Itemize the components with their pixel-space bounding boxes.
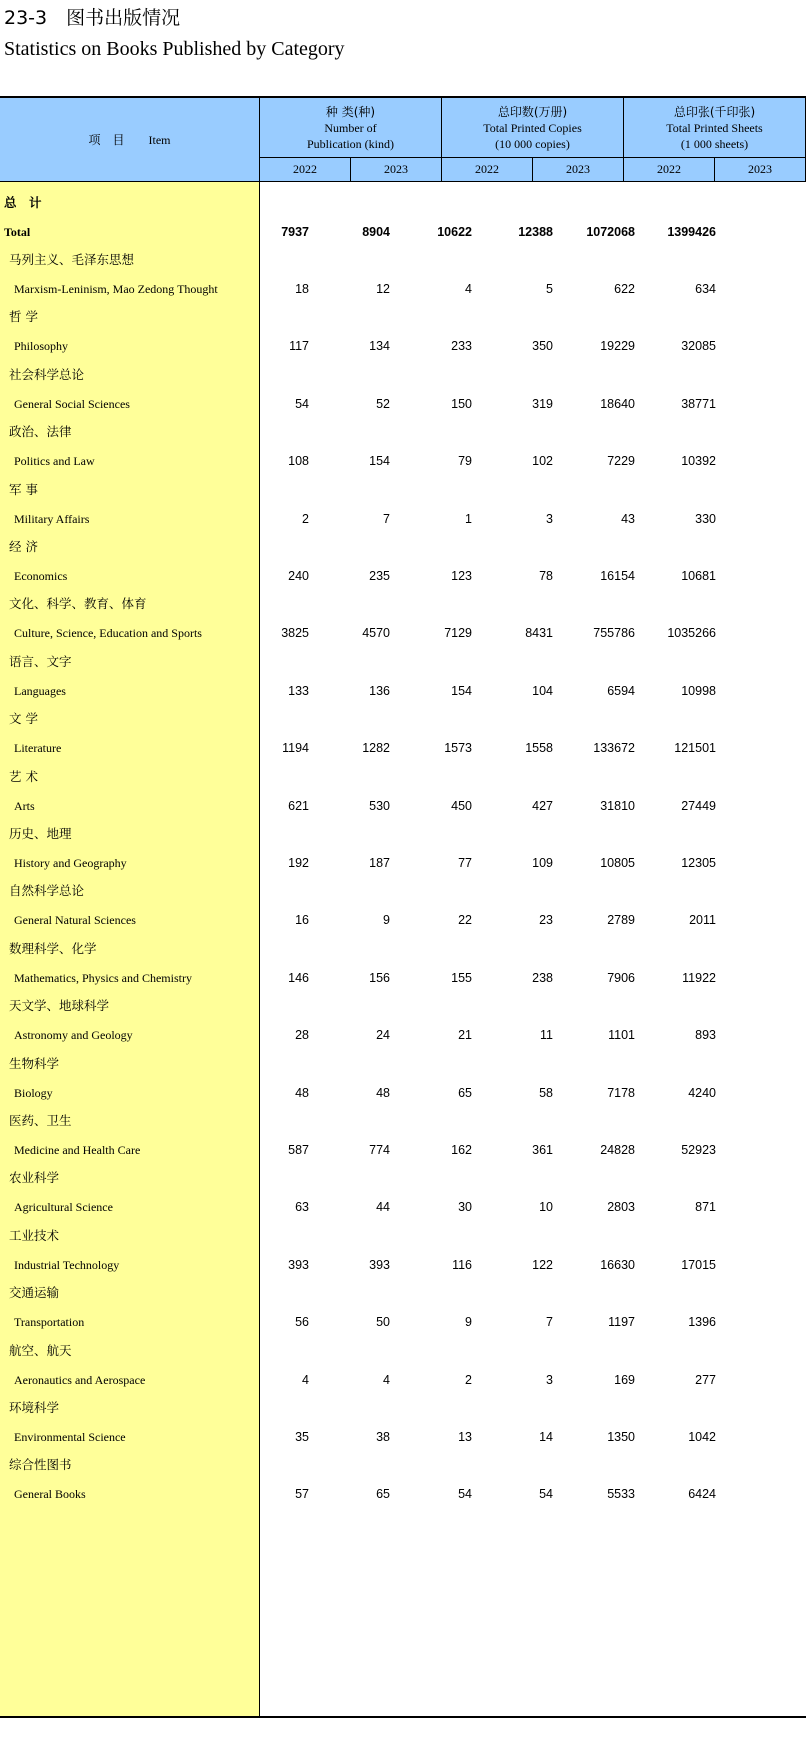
table-cell: 116	[452, 1257, 472, 1272]
table-cell: 233	[451, 339, 472, 354]
table-cell: 893	[695, 1028, 716, 1043]
table-cell: 7	[546, 1315, 553, 1330]
category-cn-row	[0, 1397, 806, 1419]
category-cn-row	[0, 306, 806, 328]
table-cell: 12388	[518, 225, 553, 239]
table-row	[0, 508, 806, 530]
table-cell: 330	[695, 511, 716, 526]
table-cell: 774	[369, 1143, 390, 1157]
header-group-publications	[260, 98, 442, 158]
category-label-cn: 工业技术	[9, 1227, 60, 1243]
header-year: 2022	[442, 158, 533, 182]
category-label-cn: 经 济	[9, 539, 38, 554]
category-label-cn: 政治、法律	[9, 424, 72, 440]
table-cell: 530	[369, 798, 390, 813]
category-label-cn: 天文学、地球科学	[9, 998, 110, 1014]
table-row	[0, 795, 806, 817]
table-cell: 122	[532, 1257, 553, 1272]
category-label-en: General Social Sciences	[14, 396, 130, 411]
table-row	[0, 1254, 806, 1276]
table-cell: 393	[288, 1257, 309, 1272]
table-cell: 11922	[682, 970, 716, 985]
category-label-cn: 生物科学	[9, 1055, 60, 1071]
table-cell: 622	[614, 282, 635, 296]
category-label-en: Transportation	[14, 1315, 85, 1330]
table-cell: 1	[465, 511, 472, 526]
table-cell: 361	[532, 1143, 553, 1157]
category-cn-row	[0, 364, 806, 386]
table-cell: 277	[695, 1372, 716, 1387]
table-cell: 38	[376, 1430, 390, 1444]
category-label-en: Medicine and Health Care	[14, 1143, 141, 1157]
category-label-en: Marxism-Leninism, Mao Zedong Thought	[14, 282, 218, 296]
header-year: 2023	[715, 158, 806, 182]
category-label-en: Military Affairs	[14, 511, 90, 526]
table-cell: 12305	[681, 856, 716, 870]
table-cell: 78	[539, 569, 553, 583]
table-row	[0, 1082, 806, 1104]
header-group-copies	[442, 98, 624, 158]
table-cell: 18	[295, 282, 309, 296]
table-number: 23-3	[4, 7, 48, 29]
category-label-cn: 交通运输	[9, 1285, 60, 1301]
table-cell: 319	[532, 396, 553, 411]
table-row	[0, 393, 806, 415]
table-cell: 133	[288, 683, 309, 698]
books-table	[0, 96, 806, 1718]
table-cell: 10622	[437, 225, 472, 239]
category-label-en: Mathematics, Physics and Chemistry	[14, 970, 192, 985]
table-cell: 24828	[600, 1143, 635, 1157]
table-cell: 7	[383, 511, 390, 526]
category-cn-row	[0, 766, 806, 788]
table-row	[0, 737, 806, 759]
category-label-en: Agricultural Science	[14, 1200, 113, 1215]
table-cell: 11	[540, 1028, 553, 1043]
table-cell: 192	[288, 856, 309, 870]
table-cell: 427	[532, 798, 553, 813]
table-cell: 587	[288, 1143, 309, 1157]
category-label-cn: 艺 术	[9, 768, 38, 784]
table-cell: 450	[451, 798, 472, 813]
table-cell: 65	[376, 1487, 390, 1502]
table-cell: 117	[289, 339, 309, 354]
category-cn-row	[0, 479, 806, 501]
table-cell: 7906	[607, 970, 635, 985]
table-row	[0, 852, 806, 874]
table-cell: 1573	[444, 741, 472, 756]
table-cell: 156	[369, 970, 390, 985]
table-cell: 8904	[362, 225, 390, 239]
table-cell: 4	[383, 1372, 390, 1387]
table-cell: 1396	[688, 1315, 716, 1330]
table-row	[0, 450, 806, 472]
category-cn-row	[0, 1454, 806, 1476]
table-row	[0, 622, 806, 644]
table-cell: 10	[539, 1200, 553, 1215]
table-cell: 102	[532, 454, 553, 469]
table-cell: 4570	[362, 626, 390, 641]
table-cell: 32085	[681, 339, 716, 354]
table-cell: 162	[451, 1143, 472, 1157]
table-cell: 1399426	[667, 225, 716, 239]
category-label-cn: 航空、航天	[9, 1342, 72, 1358]
table-cell: 14	[539, 1430, 553, 1444]
category-label-en: Economics	[14, 569, 68, 583]
table-cell: 18640	[600, 396, 635, 411]
category-label-en: Aeronautics and Aerospace	[14, 1372, 146, 1387]
category-label-en: General Books	[14, 1487, 86, 1502]
table-cell: 77	[458, 856, 472, 870]
category-cn-row	[0, 708, 806, 730]
category-label-cn: 医药、卫生	[9, 1113, 72, 1128]
table-cell: 17015	[681, 1257, 716, 1272]
total-row	[0, 221, 806, 243]
table-cell: 21	[458, 1028, 472, 1043]
table-cell: 19229	[600, 339, 635, 354]
table-cell: 1035266	[667, 626, 716, 641]
table-cell: 79	[458, 454, 472, 469]
category-cn-row	[0, 1053, 806, 1075]
table-cell: 57	[295, 1487, 309, 1502]
table-row	[0, 1311, 806, 1333]
category-label-cn: 数理科学、化学	[9, 940, 97, 956]
table-cell: 1194	[282, 741, 309, 756]
table-row	[0, 967, 806, 989]
category-label-en: Languages	[14, 683, 66, 698]
table-cell: 3	[546, 1372, 553, 1387]
table-cell: 48	[295, 1085, 309, 1100]
header-group-cn: 总印数(万册)	[497, 105, 568, 119]
table-cell: 3825	[281, 626, 309, 641]
table-cell: 2011	[689, 913, 716, 928]
header-group-en1: Total Printed Sheets	[666, 121, 763, 135]
table-cell: 1101	[608, 1028, 635, 1043]
table-cell: 4	[302, 1372, 309, 1387]
table-row	[0, 1426, 806, 1448]
category-label-en: Industrial Technology	[14, 1257, 120, 1272]
table-cell: 54	[295, 396, 309, 411]
table-row	[0, 680, 806, 702]
table-cell: 2	[465, 1372, 472, 1387]
header-group-cn: 总印张(千印张)	[673, 105, 756, 119]
category-label-en: Astronomy and Geology	[14, 1028, 133, 1043]
table-cell: 28	[295, 1028, 309, 1043]
header-year: 2022	[260, 158, 351, 182]
table-cell: 38771	[681, 396, 716, 411]
category-cn-row	[0, 1340, 806, 1362]
table-cell: 2789	[607, 913, 635, 928]
table-cell: 240	[288, 569, 309, 583]
category-label-en: History and Geography	[14, 856, 127, 870]
category-label-cn: 语言、文字	[9, 653, 72, 669]
category-label-cn: 社会科学总论	[9, 366, 85, 382]
category-cn-row	[0, 1282, 806, 1304]
table-cell: 154	[369, 454, 390, 469]
table-cell: 1350	[607, 1430, 635, 1444]
table-cell: 4	[465, 282, 472, 296]
total-label-en: Total	[4, 225, 31, 239]
category-label-en: Culture, Science, Education and Sports	[14, 626, 202, 641]
table-cell: 9	[383, 913, 390, 928]
table-cell: 134	[369, 339, 390, 354]
table-cell: 7129	[444, 626, 472, 641]
table-cell: 1558	[525, 741, 553, 756]
table-cell: 2803	[607, 1200, 635, 1215]
table-cell: 16154	[600, 569, 635, 583]
header-group-en2: (10 000 copies)	[495, 137, 570, 151]
table-cell: 7229	[607, 454, 635, 469]
table-row	[0, 1369, 806, 1391]
table-cell: 2	[302, 511, 309, 526]
category-cn-row	[0, 1110, 806, 1132]
page-title-cn: 图书出版情况	[66, 7, 181, 29]
table-cell: 109	[532, 856, 553, 870]
table-cell: 4240	[688, 1085, 716, 1100]
category-label-en: Philosophy	[14, 339, 69, 354]
category-cn-row	[0, 593, 806, 615]
table-cell: 136	[369, 683, 390, 698]
table-cell: 1042	[688, 1430, 716, 1444]
category-cn-row	[0, 938, 806, 960]
table-row	[0, 1139, 806, 1161]
table-cell: 56	[295, 1315, 309, 1330]
table-row	[0, 909, 806, 931]
table-cell: 52	[376, 396, 390, 411]
category-cn-row	[0, 421, 806, 443]
table-cell: 30	[458, 1200, 472, 1215]
page-title-en: Statistics on Books Published by Category	[4, 38, 345, 60]
total-cn-row	[0, 192, 806, 214]
table-cell: 238	[532, 970, 553, 985]
header-item-cell	[0, 98, 260, 182]
table-cell: 5533	[607, 1487, 635, 1502]
table-cell: 10998	[681, 683, 716, 698]
header-group-en2: (1 000 sheets)	[680, 137, 749, 151]
table-cell: 8431	[525, 626, 553, 641]
table-cell: 133672	[593, 741, 635, 756]
table-cell: 104	[532, 683, 553, 698]
table-cell: 155	[451, 970, 472, 985]
table-cell: 24	[376, 1028, 390, 1043]
category-cn-row	[0, 1225, 806, 1247]
category-label-en: Biology	[14, 1085, 53, 1100]
category-label-cn: 环境科学	[9, 1400, 60, 1415]
table-cell: 23	[539, 913, 553, 928]
table-cell: 9	[465, 1315, 472, 1330]
category-cn-row	[0, 1167, 806, 1189]
table-cell: 123	[451, 569, 472, 583]
table-cell: 6424	[688, 1487, 716, 1502]
header-group-en2: Publication (kind)	[307, 137, 394, 151]
table-cell: 235	[369, 569, 390, 583]
header-year: 2023	[351, 158, 442, 182]
table-row	[0, 1483, 806, 1505]
table-cell: 1197	[608, 1315, 635, 1330]
category-label-cn: 哲 学	[9, 309, 38, 325]
table-cell: 150	[451, 396, 472, 411]
table-cell: 871	[695, 1200, 716, 1215]
table-cell: 10681	[681, 569, 716, 583]
header-year: 2023	[533, 158, 624, 182]
table-cell: 154	[451, 683, 472, 698]
header-group-en1: Total Printed Copies	[483, 121, 582, 135]
table-cell: 43	[621, 511, 635, 526]
table-row	[0, 1024, 806, 1046]
table-cell: 54	[458, 1487, 472, 1502]
table-cell: 44	[376, 1200, 390, 1215]
table-cell: 54	[539, 1487, 553, 1502]
table-row	[0, 278, 806, 300]
category-label-cn: 农业科学	[9, 1170, 60, 1186]
category-label-cn: 军 事	[9, 481, 38, 497]
table-cell: 7937	[281, 225, 309, 239]
table-row	[0, 1196, 806, 1218]
category-label-cn: 马列主义、毛泽东思想	[9, 252, 135, 267]
table-cell: 58	[539, 1085, 553, 1100]
table-cell: 52923	[681, 1143, 716, 1157]
table-cell: 16630	[600, 1257, 635, 1272]
table-number-and-title-cn	[4, 4, 180, 32]
table-cell: 31810	[600, 798, 635, 813]
table-cell: 10392	[681, 454, 716, 469]
table-cell: 22	[458, 913, 472, 928]
category-label-en: Arts	[14, 798, 35, 813]
header-group-sheets	[624, 98, 806, 158]
category-label-cn: 综合性图书	[9, 1457, 72, 1473]
table-cell: 10805	[600, 856, 635, 870]
table-cell: 634	[695, 282, 716, 296]
table-row	[0, 335, 806, 357]
table-cell: 755786	[593, 626, 635, 641]
category-label-cn: 历史、地理	[9, 826, 72, 841]
table-cell: 1072068	[586, 225, 635, 239]
header-group-cn: 种 类(种)	[325, 105, 376, 119]
total-label-cn: 总 计	[4, 195, 42, 210]
table-cell: 169	[614, 1372, 635, 1387]
table-cell: 48	[376, 1085, 390, 1100]
category-label-cn: 文 学	[9, 711, 38, 727]
table-cell: 12	[376, 282, 390, 296]
table-cell: 187	[369, 856, 390, 870]
category-label-en: Literature	[14, 741, 62, 756]
table-cell: 13	[458, 1430, 472, 1444]
table-cell: 5	[546, 282, 553, 296]
table-cell: 7178	[607, 1085, 635, 1100]
category-cn-row	[0, 995, 806, 1017]
header-year: 2022	[624, 158, 715, 182]
header-item-label: 项 目 Item	[88, 132, 171, 147]
category-label-cn: 自然科学总论	[9, 883, 85, 899]
table-cell: 108	[288, 454, 309, 469]
category-cn-row	[0, 249, 806, 271]
table-cell: 350	[532, 339, 553, 354]
category-label-cn: 文化、科学、教育、体育	[9, 596, 147, 612]
table-cell: 16	[295, 913, 309, 928]
category-label-en: Politics and Law	[14, 454, 95, 469]
category-cn-row	[0, 880, 806, 902]
table-cell: 121501	[674, 741, 716, 756]
table-cell: 65	[458, 1085, 472, 1100]
table-row	[0, 565, 806, 587]
table-cell: 6594	[607, 683, 635, 698]
category-cn-row	[0, 823, 806, 845]
category-label-en: Environmental Science	[14, 1430, 126, 1444]
table-cell: 35	[295, 1430, 309, 1444]
table-cell: 27449	[681, 798, 716, 813]
table-cell: 146	[288, 970, 309, 985]
table-cell: 3	[546, 511, 553, 526]
table-cell: 621	[288, 798, 309, 813]
header-group-en1: Number of	[324, 121, 377, 135]
category-cn-row	[0, 651, 806, 673]
category-cn-row	[0, 536, 806, 558]
table-cell: 63	[295, 1200, 309, 1215]
table-bottom-rule	[0, 1716, 806, 1718]
table-cell: 1282	[362, 741, 390, 756]
table-cell: 50	[376, 1315, 390, 1330]
category-label-en: General Natural Sciences	[14, 913, 136, 928]
table-cell: 393	[369, 1257, 390, 1272]
